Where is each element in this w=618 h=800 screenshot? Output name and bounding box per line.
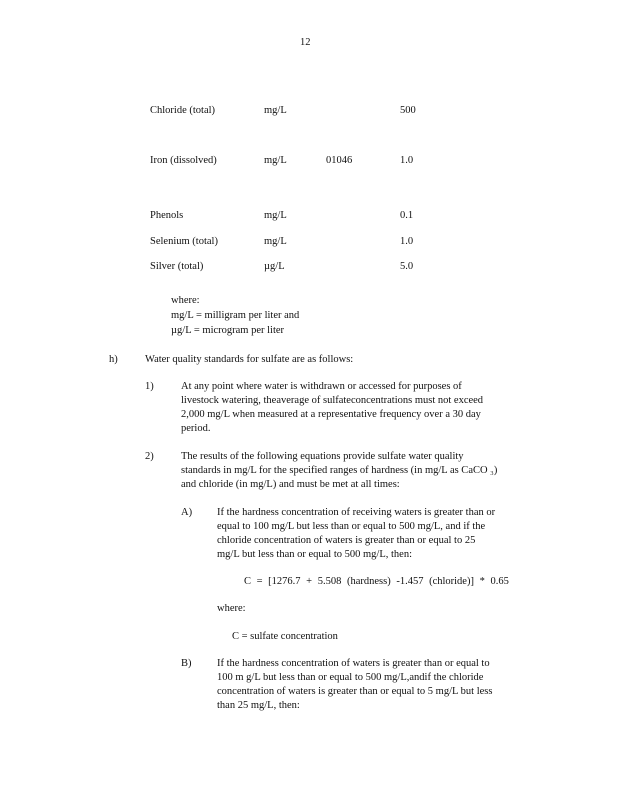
subitem-line: than 25 mg/L, then:	[217, 700, 300, 711]
subitem-line: concentration of waters is greater than or equal to 5 mg/L but less	[217, 686, 493, 697]
param-value: 0.1	[400, 210, 414, 221]
item-label: 1)	[145, 381, 154, 392]
subitem-line: mg/L but less than or equal to 500 mg/L, then:	[217, 549, 412, 560]
definition-line: µg/L = microgram per liter	[171, 325, 285, 336]
where-label: where:	[171, 295, 200, 306]
param-unit: mg/L	[264, 105, 287, 116]
subitem-line: 100 m g/L but less than or equal to 500 mg/L,andif the chloride	[217, 672, 484, 683]
param-value: 1.0	[400, 236, 414, 247]
param-value: 500	[400, 105, 416, 116]
param-name: Silver (total)	[150, 261, 204, 272]
subitem-line: If the hardness concentration of waters is greater than or equal to	[217, 658, 490, 669]
param-code: 01046	[326, 155, 353, 166]
param-name: Iron (dissolved)	[150, 155, 217, 166]
item-line: 2,000 mg/L when measured at a representative frequency over a 30 day	[181, 409, 481, 420]
param-name: Phenols	[150, 210, 184, 221]
subitem-label: A)	[181, 507, 193, 518]
param-unit: mg/L	[264, 155, 287, 166]
item-line: standards in mg/L for the specified ranges of hardness (in mg/L as CaCO ₃)	[181, 465, 498, 476]
definition-line: mg/L = milligram per liter and	[171, 310, 300, 321]
item-line: The results of the following equations provide sulfate water quality	[181, 451, 464, 462]
param-value: 1.0	[400, 155, 414, 166]
subitem-line: If the hardness concentration of receiving waters is greater than or	[217, 507, 496, 518]
item-line: period.	[181, 423, 211, 434]
param-name: Chloride (total)	[150, 105, 216, 116]
item-label: 2)	[145, 451, 154, 462]
param-value: 5.0	[400, 261, 414, 272]
definition-line: C = sulfate concentration	[232, 631, 338, 642]
subitem-label: B)	[181, 658, 192, 669]
param-unit: µg/L	[264, 261, 285, 272]
subitem-line: equal to 100 mg/L but less than or equal to 500 mg/L, and if the	[217, 521, 486, 532]
where-label: where:	[217, 603, 246, 614]
param-unit: mg/L	[264, 236, 287, 247]
item-line: livestock watering, theaverage of sulfateconcentrations must not exceed	[181, 395, 484, 406]
item-line: At any point where water is withdrawn or accessed for purposes of	[181, 381, 462, 392]
item-line: and chloride (in mg/L) and must be met at all times:	[181, 479, 400, 490]
section-label: h)	[109, 354, 118, 365]
param-name: Selenium (total)	[150, 236, 218, 247]
sulfate-equation: C = [1276.7 + 5.508 (hardness) -1.457 (chloride)] * 0.65	[244, 576, 509, 587]
section-intro: Water quality standards for sulfate are as follows:	[145, 354, 354, 365]
param-unit: mg/L	[264, 210, 287, 221]
page-number: 12	[300, 37, 311, 48]
subitem-line: chloride concentration of waters is greater than or equal to 25	[217, 535, 476, 546]
